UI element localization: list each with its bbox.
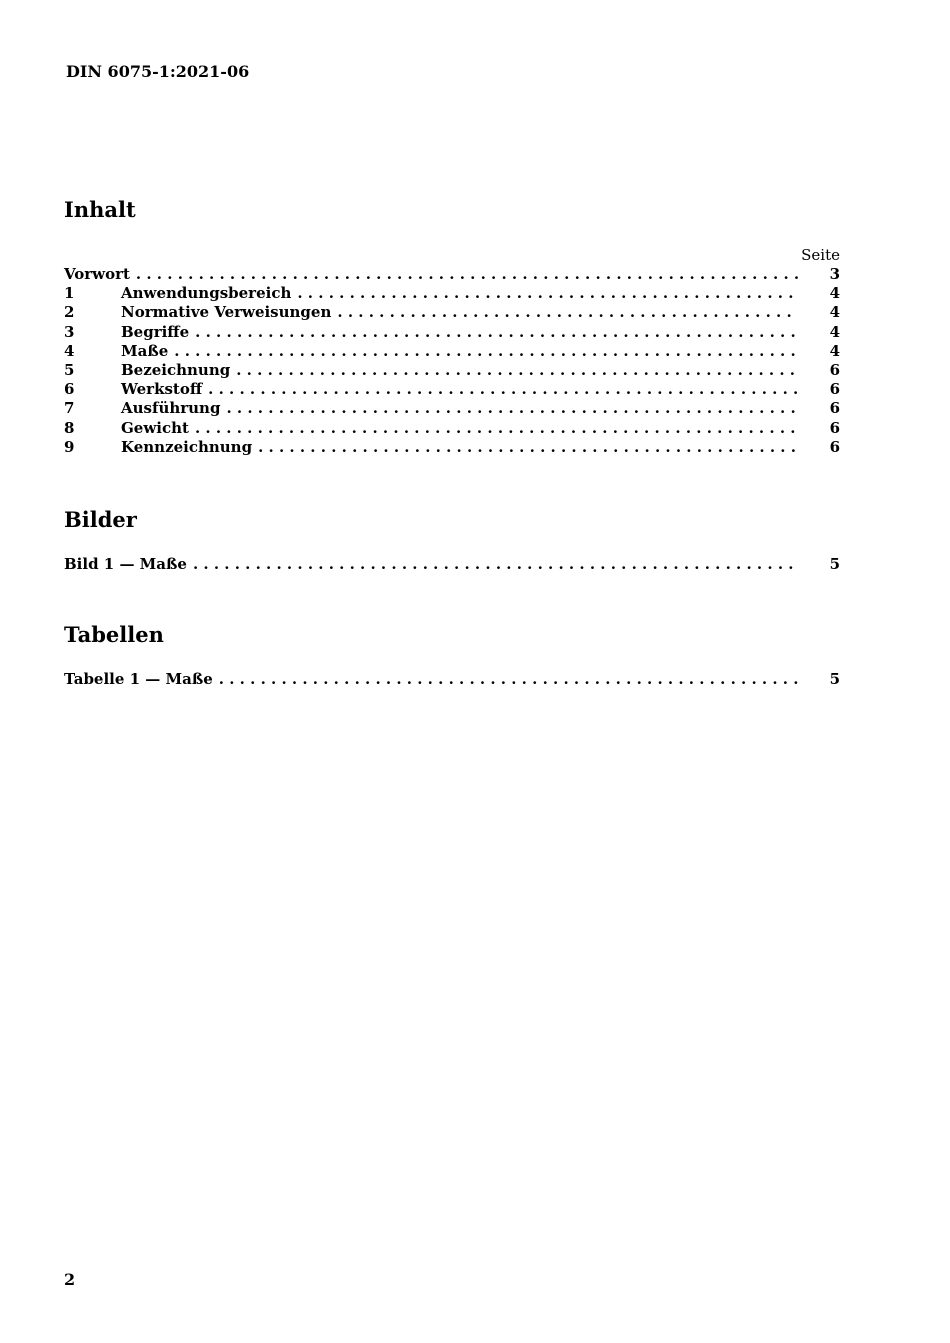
toc-entry-page: 4 bbox=[829, 341, 840, 360]
dot-leader bbox=[297, 284, 798, 303]
toc-entry-title: Anwendungsbereich bbox=[121, 284, 292, 303]
toc-entry[interactable] bbox=[64, 303, 840, 322]
figures-heading: Bilder bbox=[64, 507, 137, 532]
toc-entry-page: 6 bbox=[829, 418, 840, 437]
toc-entry-title: Maße bbox=[121, 341, 169, 360]
page-column-label: Seite bbox=[801, 246, 840, 264]
figure-entry-page: 5 bbox=[829, 555, 840, 573]
toc-entry-page: 4 bbox=[829, 303, 840, 322]
dot-leader bbox=[219, 670, 798, 689]
figure-entry[interactable] bbox=[64, 555, 840, 574]
dot-leader bbox=[236, 361, 798, 380]
toc-entry-title: Normative Verweisungen bbox=[121, 303, 332, 322]
dot-leader bbox=[136, 265, 798, 284]
toc-entry[interactable] bbox=[64, 399, 840, 418]
toc-entry[interactable] bbox=[64, 342, 840, 361]
table-entry-title: Tabelle 1 — Maße bbox=[64, 670, 213, 688]
list-of-tables bbox=[64, 670, 840, 689]
dot-leader bbox=[226, 399, 798, 418]
toc-entry[interactable] bbox=[64, 438, 840, 457]
toc-entry-page: 6 bbox=[829, 437, 840, 456]
toc-entry-title: Vorwort bbox=[64, 265, 130, 283]
toc-entry-page: 3 bbox=[829, 265, 840, 283]
toc-entry-page: 4 bbox=[829, 322, 840, 341]
toc-entry-title: Ausführung bbox=[121, 399, 221, 418]
toc-entry-page: 6 bbox=[829, 399, 840, 418]
toc-entry-page: 6 bbox=[829, 380, 840, 399]
dot-leader bbox=[174, 342, 798, 361]
toc-entry-number: 2 bbox=[64, 303, 75, 322]
toc-entry[interactable] bbox=[64, 361, 840, 380]
toc-entry[interactable] bbox=[64, 419, 840, 438]
toc-entry[interactable] bbox=[64, 284, 840, 303]
document-id: DIN 6075-1:2021-06 bbox=[66, 62, 250, 81]
figure-entry-title: Bild 1 — Maße bbox=[64, 555, 187, 573]
dot-leader bbox=[208, 380, 798, 399]
dot-leader bbox=[193, 555, 798, 574]
table-of-contents bbox=[64, 265, 840, 457]
toc-entry-number: 3 bbox=[64, 322, 75, 341]
toc-entry-number: 8 bbox=[64, 418, 75, 437]
toc-entry-title: Werkstoff bbox=[121, 380, 203, 399]
dot-leader bbox=[195, 323, 798, 342]
toc-entry-page: 4 bbox=[829, 284, 840, 303]
toc-entry-title: Bezeichnung bbox=[121, 360, 231, 379]
toc-entry-number: 7 bbox=[64, 399, 75, 418]
table-entry-page: 5 bbox=[829, 670, 840, 688]
tables-heading: Tabellen bbox=[64, 622, 164, 647]
contents-heading: Inhalt bbox=[64, 197, 136, 222]
toc-entry-title: Gewicht bbox=[121, 418, 189, 437]
toc-entry-number: 9 bbox=[64, 437, 75, 456]
toc-entry[interactable] bbox=[64, 265, 840, 284]
toc-entry[interactable] bbox=[64, 323, 840, 342]
toc-entry[interactable] bbox=[64, 380, 840, 399]
toc-entry-number: 5 bbox=[64, 360, 75, 379]
dot-leader bbox=[337, 303, 798, 322]
toc-entry-title: Begriffe bbox=[121, 322, 190, 341]
dot-leader bbox=[195, 419, 798, 438]
toc-entry-title: Kennzeichnung bbox=[121, 437, 253, 456]
toc-entry-page: 6 bbox=[829, 360, 840, 379]
list-of-figures bbox=[64, 555, 840, 574]
toc-entry-number: 4 bbox=[64, 341, 75, 360]
toc-entry-number: 6 bbox=[64, 380, 75, 399]
dot-leader bbox=[258, 438, 798, 457]
page-number: 2 bbox=[64, 1270, 76, 1289]
toc-entry-number: 1 bbox=[64, 284, 75, 303]
table-entry[interactable] bbox=[64, 670, 840, 689]
